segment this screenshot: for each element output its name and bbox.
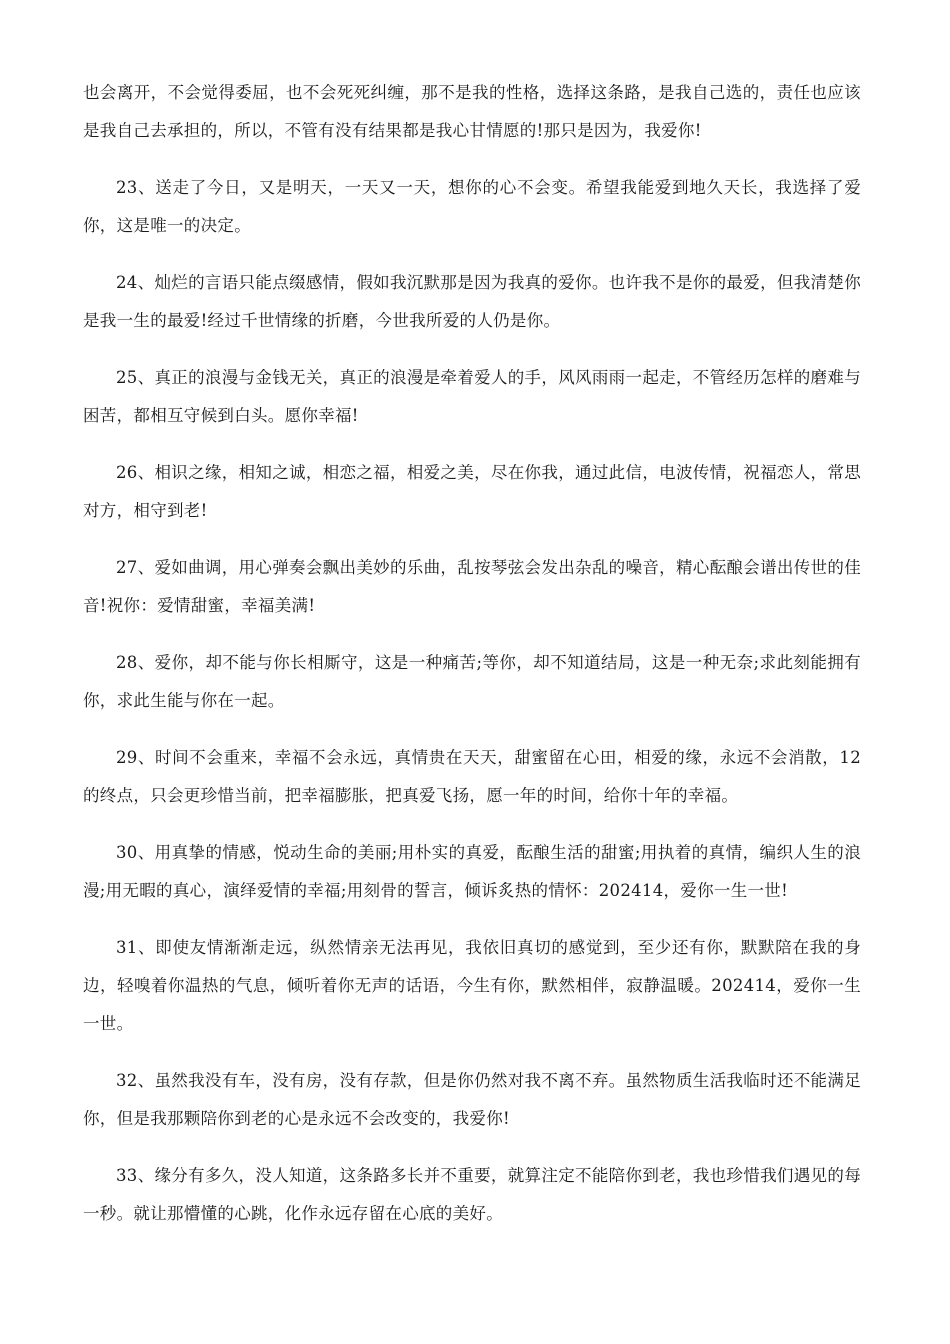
paragraph-31: 31、即使友情渐渐走远，纵然情亲无法再见，我依旧真切的感觉到，至少还有你，默默陪在我的身边，轻嗅着你温热的气息，倾听着你无声的话语，今生有你，默然相伴，寂静温暖。202414，爱你一生一世。 <box>83 938 861 1033</box>
paragraph-30: 30、用真挚的情感，悦动生命的美丽;用朴实的真爱，酝酿生活的甜蜜;用执着的真情，编织人生的浪漫;用无暇的真心，演绎爱情的幸福;用刻骨的誓言，倾诉炙热的情怀：202414，爱你一生一世! <box>83 843 861 900</box>
paragraph-26: 26、相识之缘，相知之诚，相恋之福，相爱之美，尽在你我，通过此信，电波传情，祝福恋人，常思对方，相守到老! <box>83 463 861 520</box>
paragraph-continued: 也会离开，不会觉得委屈，也不会死死纠缠，那不是我的性格，选择这条路，是我自己选的，责任也应该是我自己去承担的，所以，不管有没有结果都是我心甘情愿的!那只是因为，我爱你! <box>83 83 861 140</box>
paragraph-23: 23、送走了今日，又是明天，一天又一天，想你的心不会变。希望我能爱到地久天长，我选择了爱你，这是唯一的决定。 <box>83 178 861 235</box>
paragraph-28: 28、爱你，却不能与你长相厮守，这是一种痛苦;等你，却不知道结局，这是一种无奈;求此刻能拥有你，求此生能与你在一起。 <box>83 653 861 710</box>
paragraph-27: 27、爱如曲调，用心弹奏会飘出美妙的乐曲，乱按琴弦会发出杂乱的噪音，精心酝酿会谱出传世的佳音!祝你：爱情甜蜜，幸福美满! <box>83 558 861 615</box>
paragraph-25: 25、真正的浪漫与金钱无关，真正的浪漫是牵着爱人的手，风风雨雨一起走，不管经历怎样的磨难与困苦，都相互守候到白头。愿你幸福! <box>83 368 861 425</box>
document-body <box>83 74 861 1252</box>
paragraph-29: 29、时间不会重来，幸福不会永远，真情贵在天天，甜蜜留在心田，相爱的缘，永远不会消散，12的终点，只会更珍惜当前，把幸福膨胀，把真爱飞扬，愿一年的时间，给你十年的幸福。 <box>83 748 861 805</box>
paragraph-33: 33、缘分有多久，没人知道，这条路多长并不重要，就算注定不能陪你到老，我也珍惜我们遇见的每一秒。就让那懵懂的心跳，化作永远存留在心底的美好。 <box>83 1166 861 1223</box>
paragraph-24: 24、灿烂的言语只能点缀感情，假如我沉默那是因为我真的爱你。也许我不是你的最爱，但我清楚你是我一生的最爱!经过千世情缘的折磨，今世我所爱的人仍是你。 <box>83 273 861 330</box>
paragraph-32: 32、虽然我没有车，没有房，没有存款，但是你仍然对我不离不弃。虽然物质生活我临时还不能满足你，但是我那颗陪你到老的心是永远不会改变的，我爱你! <box>83 1071 861 1128</box>
